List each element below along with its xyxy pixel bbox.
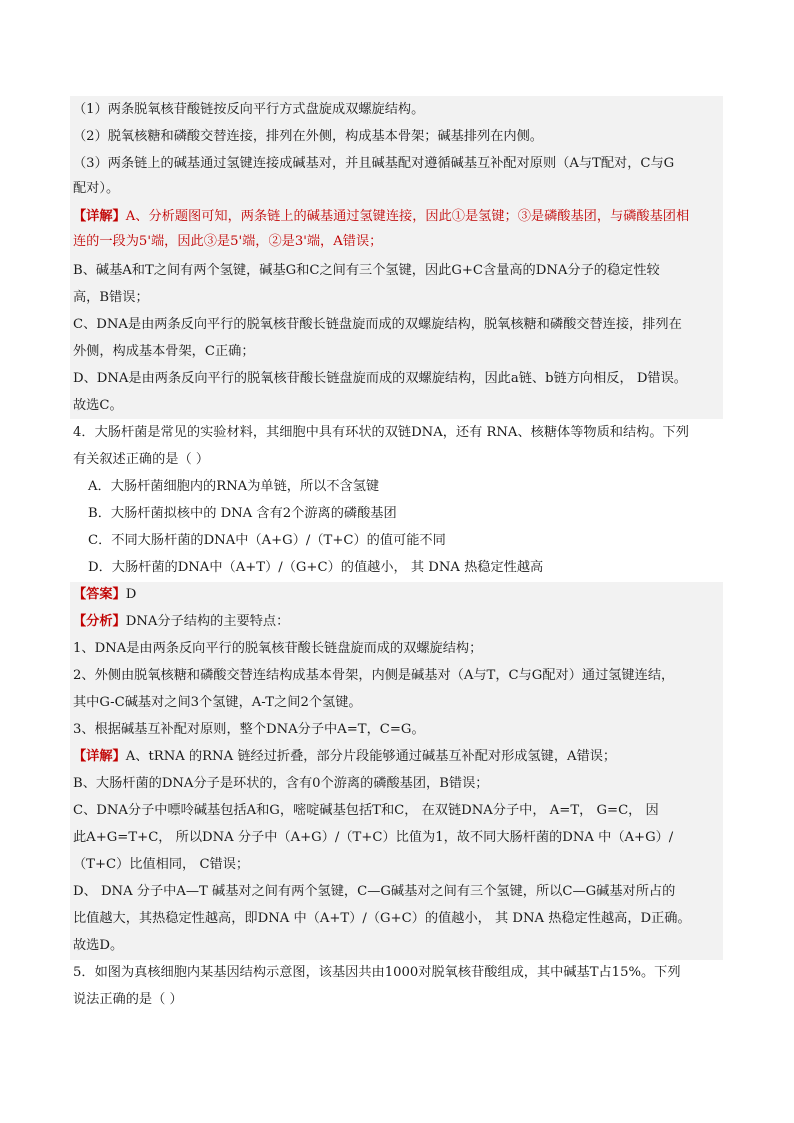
option-a: A．大肠杆菌细胞内的RNA为单链，所以不含氢键 — [88, 479, 380, 494]
text-line: D、 DNA 分子中A—T 碱基对之间有两个氢键，C—G碱基对之间有三个氢键，所以C—G碱基对所占的 — [73, 884, 676, 899]
text-line: 其中G-C碱基对之间3个氢键，A-T之间2个氢键。 — [73, 695, 362, 710]
analysis-text: DNA分子结构的主要特点： — [125, 614, 290, 629]
text-line: 此A+G=T+C， 所以DNA 分子中（A+G）/（T+C）比值为1，故不同大肠杆菌的DNA 中（A+G）/ — [73, 830, 674, 845]
text-line: （3）两条链上的碱基通过氢键连接成碱基对，并且碱基配对遵循碱基互补配对原则（A与T配对，C与G — [73, 156, 675, 171]
text-line: （2）脱氧核糖和磷酸交替连接，排列在外侧，构成基本骨架；碱基排列在内侧。 — [73, 129, 543, 144]
text-line: 外侧，构成基本骨架，C正确； — [73, 344, 255, 359]
text-line: 配对）。 — [73, 181, 120, 196]
text-line: C、DNA分子中嘌呤碱基包括A和G，嘧啶碱基包括T和C， 在双链DNA分子中， A=T， G=C， 因 — [73, 803, 659, 818]
question-4-stem: 4．大肠杆菌是常见的实验材料，其细胞中具有环状的双链DNA，还有 RNA、核糖体等物质和结构。下列 — [73, 425, 689, 440]
detail-tag: 【详解】 — [73, 749, 126, 764]
detail-line — [73, 748, 616, 766]
text-line: B、大肠杆菌的DNA分子是环状的，含有0个游离的磷酸基团，B错误； — [73, 776, 489, 791]
explanation-block-4 — [70, 582, 723, 960]
question-4-stem: 有关叙述正确的是（ ） — [73, 452, 210, 467]
option-c: C．不同大肠杆菌的DNA中（A+G）/（T+C）的值可能不同 — [88, 533, 446, 548]
text-line: 3、根据碱基互补配对原则，整个DNA分子中A=T，C=G。 — [73, 722, 425, 737]
option-d: D．大肠杆菌的DNA中（A+T）/（G+C）的值越小， 其 DNA 热稳定性越高 — [88, 560, 544, 575]
text-line: D、DNA是由两条反向平行的脱氧核苷酸长链盘旋而成的双螺旋结构，因此a链、b链方向相反， D错误。 — [73, 371, 687, 386]
answer-line — [73, 586, 136, 604]
question-5-stem: 说法正确的是（ ） — [73, 992, 183, 1007]
text-line: 故选C。 — [73, 398, 123, 413]
text-line: 1、DNA是由两条反向平行的脱氧核苷酸长链盘旋而成的双螺旋结构； — [73, 641, 483, 656]
answer-tag: 【答案】 — [73, 587, 126, 602]
analysis-line — [73, 613, 289, 631]
text-line: C、DNA是由两条反向平行的脱氧核苷酸长链盘旋而成的双螺旋结构，脱氧核糖和磷酸交替连接，排列在 — [73, 317, 682, 332]
option-b: B．大肠杆菌拟核中的 DNA 含有2个游离的磷酸基团 — [88, 506, 397, 521]
analysis-tag: 【分析】 — [73, 614, 126, 629]
text-line: 连的一段为5'端，因此③是5'端，②是3'端，A错误； — [73, 234, 383, 249]
text-line: 比值越大，其热稳定性越高，即DNA 中（A+T）/（G+C）的值越小， 其 DNA 热稳定性越高，D正确。 — [73, 911, 691, 926]
question-5-stem: 5．如图为真核细胞内某基因结构示意图，该基因共由1000对脱氧核苷酸组成，其中碱基T占15%。下列 — [73, 965, 681, 980]
answer-value: D — [125, 587, 137, 602]
text-line: 2、外侧由脱氧核糖和磷酸交替连结构成基本骨架，内侧是碱基对（A与T，C与G配对）通过氢键连结， — [73, 668, 675, 683]
text-line: 故选D。 — [73, 938, 124, 953]
text-line-detail — [73, 208, 689, 226]
text-line: B、碱基A和T之间有两个氢键，碱基G和C之间有三个氢键，因此G+C含量高的DNA分子的稳定性较 — [73, 263, 660, 278]
detail-tag: 【详解】 — [73, 209, 126, 224]
detail-text: A、分析题图可知，两条链上的碱基通过氢键连接，因此①是氢键；③是磷酸基团，与磷酸基团相 — [125, 209, 690, 224]
text-line: （1）两条脱氧核苷酸链按反向平行方式盘旋成双螺旋结构。 — [73, 102, 425, 117]
text-line: （T+C）比值相同， C错误； — [73, 857, 250, 872]
text-line: 高，B错误； — [73, 290, 149, 305]
detail-text: A、tRNA 的RNA 链经过折叠，部分片段能够通过碱基互补配对形成氢键，A错误； — [125, 749, 617, 764]
